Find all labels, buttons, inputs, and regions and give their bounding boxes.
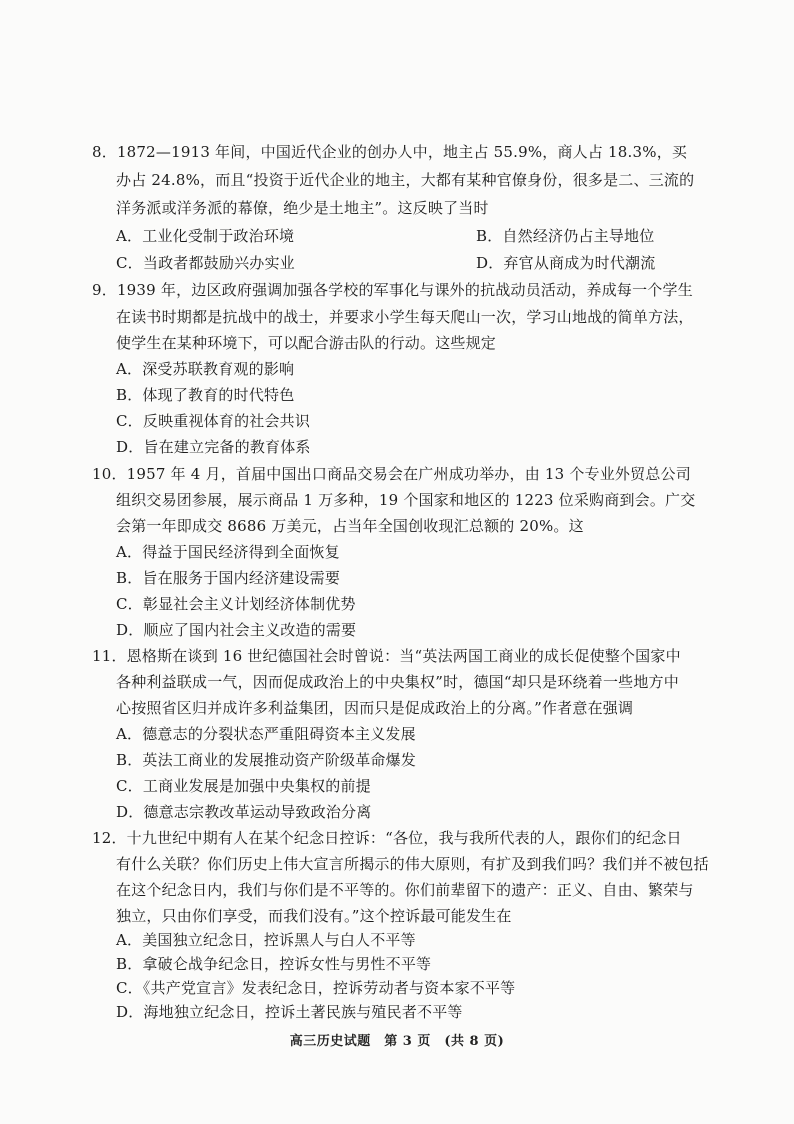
question-11-option-d: D．德意志宗教改革运动导致政治分离 (116, 803, 372, 821)
question-9-option-d: D．旨在建立完备的教育体系 (116, 438, 311, 456)
question-11-option-b: B．英法工商业的发展推动资产阶级革命爆发 (116, 751, 417, 769)
question-8-line-1: 8．1872—1913 年间，中国近代企业的创办人中，地主占 55.9%，商人占 18.3%，买 (92, 143, 688, 161)
question-11-option-a: A．德意志的分裂状态严重阻碍资本主义发展 (116, 725, 416, 743)
question-11-option-c: C．工商业发展是加强中央集权的前提 (116, 777, 371, 795)
question-10-option-d: D．顺应了国内社会主义改造的需要 (116, 621, 357, 639)
question-12-line-3: 在这个纪念日内，我们与你们是不平等的。你们前辈留下的遗产：正义、自由、繁荣与 (116, 881, 694, 899)
question-11-line-3: 心按照省区归并成许多利益集团，因而只是促成政治上的分离。”作者意在强调 (116, 699, 634, 717)
question-12-line-2: 有什么关联？你们历史上伟大宣言所揭示的伟大原则，有扩及到我们吗？我们并不被包括 (116, 855, 709, 873)
question-12-option-c: C．《共产党宣言》发表纪念日，控诉劳动者与资本家不平等 (116, 979, 516, 997)
question-12-option-a: A．美国独立纪念日，控诉黑人与白人不平等 (116, 931, 416, 949)
question-8-option-d: D．弃官从商成为时代潮流 (476, 254, 656, 272)
question-9-option-a: A．深受苏联教育观的影响 (116, 360, 295, 378)
question-9-line-2: 在读书时期都是抗战中的战士，并要求小学生每天爬山一次，学习山地战的简单方法， (116, 308, 694, 326)
question-11-line-2: 各种利益联成一气，因而促成政治上的中央集权”时，德国“却只是环绕着一些地方中 (116, 673, 679, 691)
question-8-option-a: A．工业化受制于政治环境 (116, 227, 295, 245)
question-10-line-1: 10．1957 年 4 月，首届中国出口商品交易会在广州成功举办，由 13 个专业外贸总公司 (92, 465, 691, 483)
question-8-option-b: B．自然经济仍占主导地位 (476, 227, 655, 245)
question-11-line-1: 11．恩格斯在谈到 16 世纪德国社会时曾说：当“英法两国工商业的成长促使整个国家中 (92, 647, 681, 665)
question-9-option-c: C．反映重视体育的社会共识 (116, 412, 311, 430)
question-12-option-b: B．拿破仑战争纪念日，控诉女性与男性不平等 (116, 955, 432, 973)
question-9-line-1: 9．1939 年，边区政府强调加强各学校的军事化与课外的抗战动员活动，养成每一个学生 (92, 281, 693, 299)
page-footer: 高三历史试题 第 3 页 (共 8 页) (289, 1034, 505, 1049)
question-10-option-c: C．彰显社会主义计划经济体制优势 (116, 595, 356, 613)
question-8-line-2: 办占 24.8%，而且“投资于近代企业的地主，大都有某种官僚身份，很多是二、三流的 (116, 171, 695, 189)
question-9-line-3: 使学生在某种环境下，可以配合游击队的行动。这些规定 (116, 334, 497, 352)
question-10-option-b: B．旨在服务于国内经济建设需要 (116, 569, 341, 587)
question-10-line-3: 会第一年即成交 8686 万美元，占当年全国创收现汇总额的 20%。这 (116, 517, 584, 535)
question-9-option-b: B．体现了教育的时代特色 (116, 386, 295, 404)
question-10-option-a: A．得益于国民经济得到全面恢复 (116, 543, 340, 561)
question-12-option-d: D．海地独立纪念日，控诉土著民族与殖民者不平等 (116, 1003, 463, 1021)
question-10-line-2: 组织交易团参展，展示商品 1 万多种，19 个国家和地区的 1223 位采购商到会。广交 (116, 491, 696, 509)
question-12-line-1: 12．十九世纪中期有人在某个纪念日控诉：“各位，我与我所代表的人，跟你们的纪念日 (92, 829, 682, 847)
question-8-line-3: 洋务派或洋务派的幕僚，绝少是土地主”。这反映了当时 (116, 199, 489, 217)
question-12-line-4: 独立，只由你们享受，而我们没有。”这个控诉最可能发生在 (116, 907, 512, 925)
question-8-option-c: C．当政者都鼓励兴办实业 (116, 254, 295, 272)
